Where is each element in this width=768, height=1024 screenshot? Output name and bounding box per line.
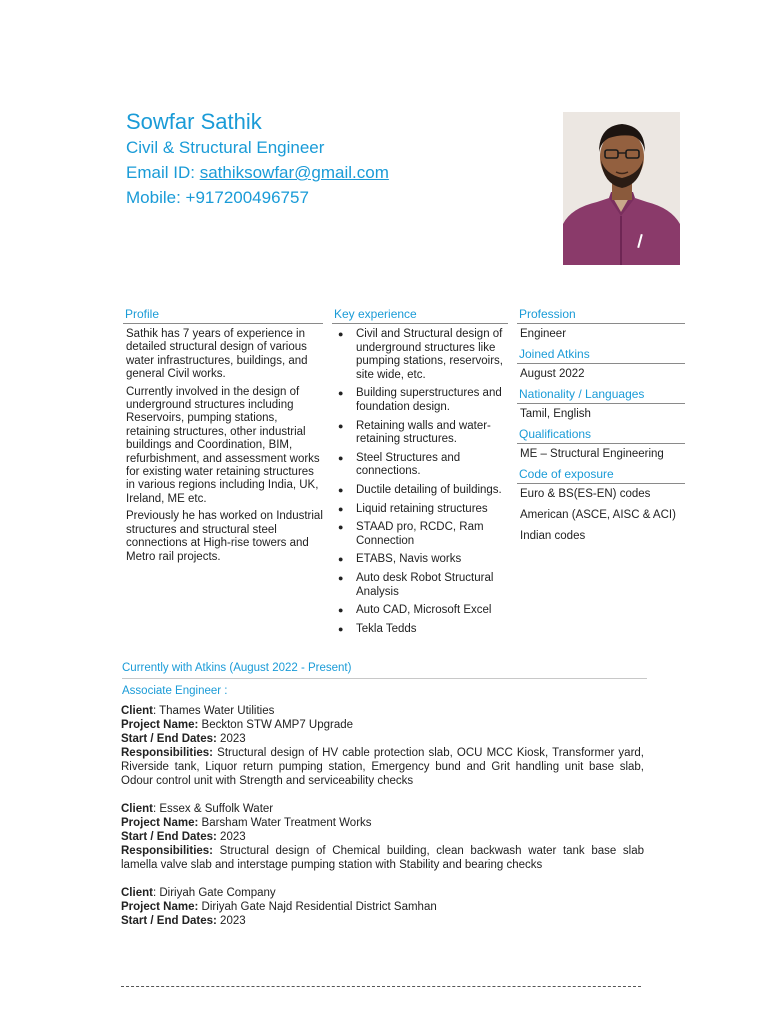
nationality-heading: Nationality / Languages (517, 387, 685, 404)
profile-section (123, 307, 323, 564)
list-item-text: ETABS, Navis works (356, 553, 462, 566)
responsibilities-value: Structural design of HV cable protection slab, OCU MCC Kiosk, Transformer yard, Riverside tank, Liquor return pumping station, Emergency bund and Grit handling unit base slab, Odour control unit with Strength and serviceability checks (121, 747, 644, 787)
client-line (121, 802, 644, 816)
dates-label: Start / End Dates: (121, 915, 217, 927)
project-name-value: Beckton STW AMP7 Upgrade (198, 719, 354, 731)
client-value: : Essex & Suffolk Water (152, 803, 274, 815)
client-line (121, 704, 644, 718)
client-label: Client (121, 705, 153, 717)
bullet-icon: ● (338, 503, 344, 514)
responsibilities-label: Responsibilities: (121, 747, 214, 759)
person-portrait-icon (563, 112, 680, 265)
project-name-value: Barsham Water Treatment Works (198, 817, 372, 829)
project-name-label: Project Name: (121, 817, 199, 829)
client-label: Client (121, 803, 153, 815)
profession-heading: Profession (517, 307, 685, 324)
project-entry (121, 704, 644, 788)
profile-photo (563, 112, 680, 265)
profile-heading: Profile (123, 307, 323, 324)
bullet-icon: ● (338, 605, 344, 616)
bullet-icon: ● (338, 623, 344, 634)
email-line (126, 160, 389, 185)
list-item (336, 503, 508, 517)
list-item (336, 328, 508, 382)
list-item (336, 521, 508, 548)
project-name-value: Diriyah Gate Najd Residential District Samhan (198, 901, 437, 913)
bullet-icon: ● (338, 572, 344, 583)
current-employment-heading: Currently with Atkins (August 2022 - Present) (122, 661, 647, 679)
responsibilities-label: Responsibilities: (121, 845, 214, 857)
list-item-text: Liquid retaining structures (356, 502, 488, 515)
code-heading: Code of exposure (517, 467, 685, 484)
key-experience-heading: Key experience (332, 307, 508, 324)
nationality-value: Tamil, English (520, 408, 591, 420)
job-title: Civil & Structural Engineer (126, 138, 325, 157)
bullet-icon: ● (338, 388, 344, 399)
code-value: American (ASCE, AISC & ACI) (520, 509, 676, 521)
responsibilities-value: Structural design of Chemical building, clean backwash water tank base slab lamella valve slab and interstage pumping station with Stability and bearing checks (121, 845, 644, 871)
project-name-line (121, 718, 644, 732)
projects-list (121, 704, 644, 942)
profile-paragraph: Sathik has 7 years of experience in detailed structural design of various water infrastructures, buildings, and general Civil works. (126, 328, 308, 381)
dates-value: 2023 (216, 915, 246, 927)
page-divider (121, 986, 641, 987)
project-entry (121, 886, 644, 928)
list-item (336, 452, 508, 479)
joined-heading: Joined Atkins (517, 347, 685, 364)
mobile-line: Mobile: +917200496757 (126, 188, 309, 207)
list-item-text: Retaining walls and water-retaining structures. (356, 419, 491, 446)
bullet-icon: ● (338, 554, 344, 565)
list-item-text: Steel Structures and connections. (356, 451, 461, 478)
bullet-icon: ● (338, 420, 344, 431)
bullet-icon: ● (338, 484, 344, 495)
list-item (336, 623, 508, 637)
qualifications-value: ME – Structural Engineering (520, 448, 664, 460)
project-name-line (121, 900, 644, 914)
dates-line (121, 732, 644, 746)
list-item-text: Ductile detailing of buildings. (356, 483, 502, 496)
list-item (336, 484, 508, 498)
client-value: : Diriyah Gate Company (152, 887, 276, 899)
profession-value: Engineer (520, 328, 567, 340)
project-entry (121, 802, 644, 872)
list-item-text: Tekla Tedds (356, 622, 417, 635)
bullet-icon: ● (338, 452, 344, 463)
list-item-text: STAAD pro, RCDC, Ram Connection (356, 521, 484, 547)
bullet-icon: ● (338, 522, 344, 533)
code-value: Indian codes (520, 530, 586, 542)
list-item-text: Auto desk Robot Structural Analysis (356, 571, 494, 598)
email-link[interactable]: sathiksowfar@gmail.com (199, 163, 389, 182)
joined-value: August 2022 (520, 368, 585, 380)
dates-value: 2023 (216, 831, 246, 843)
project-name-line (121, 816, 644, 830)
project-name-label: Project Name: (121, 901, 199, 913)
list-item (336, 387, 508, 414)
list-item-text: Auto CAD, Microsoft Excel (356, 604, 492, 617)
key-experience-section (332, 307, 508, 641)
bullet-icon: ● (338, 329, 344, 339)
dates-value: 2023 (216, 733, 246, 745)
profession-section (517, 307, 685, 547)
key-experience-list (332, 328, 508, 636)
profile-paragraph: Currently involved in the design of underground structures including Reservoirs, pumping stations, retaining structures, other industrial buildings and Coordination, BIM, refurbishment, and assessment works for existing water retaining structures in various regions including India, UK, Ireland, ME etc. (126, 385, 320, 505)
candidate-name: Sowfar Sathik (126, 109, 262, 134)
dates-label: Start / End Dates: (121, 831, 217, 843)
list-item-text: Building superstructures and foundation design. (356, 387, 502, 413)
qualifications-heading: Qualifications (517, 427, 685, 444)
dates-line (121, 830, 644, 844)
responsibilities-line (121, 746, 644, 788)
client-line (121, 886, 644, 900)
list-item (336, 604, 508, 618)
role-heading: Associate Engineer : (122, 685, 228, 697)
code-value: Euro & BS(ES-EN) codes (520, 488, 651, 500)
project-name-label: Project Name: (121, 719, 199, 731)
responsibilities-line (121, 844, 644, 872)
list-item (336, 553, 508, 567)
dates-line (121, 914, 644, 928)
header (126, 109, 389, 210)
email-label: Email ID: (126, 163, 200, 182)
client-value: : Thames Water Utilities (152, 705, 275, 717)
list-item (336, 420, 508, 447)
list-item (336, 572, 508, 599)
dates-label: Start / End Dates: (121, 733, 217, 745)
client-label: Client (121, 887, 153, 899)
list-item-text: Civil and Structural design of underground structures like pumping stations, reservoirs, site wide, etc. (356, 328, 504, 381)
profile-paragraph: Previously he has worked on Industrial structures and structural steel connections at High-rise towers and Metro rail projects. (126, 510, 323, 563)
